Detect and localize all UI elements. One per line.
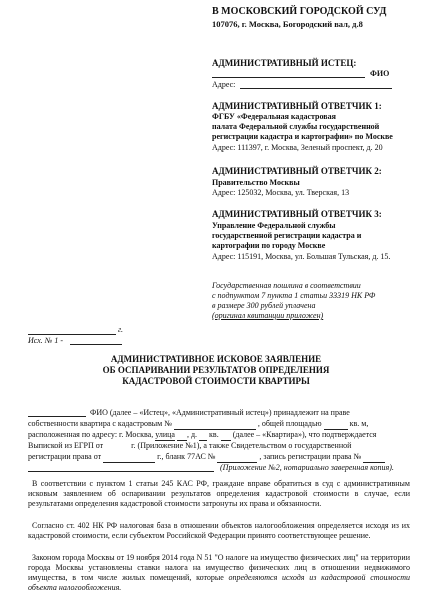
defendant3-name (212, 221, 361, 251)
outgoing-number: Исх. № 1 - (28, 336, 63, 345)
plaintiff-address-label: Адрес: (212, 80, 236, 89)
p4-italic: определяются исходя из кадастровой стоимости объекта налогообложения. (28, 573, 410, 592)
plaintiff-heading: АДМИНИСТРАТИВНЫЙ ИСТЕЦ: (212, 58, 357, 68)
fee-note-attachment: (оригинал квитанции приложен) (212, 311, 324, 320)
plaintiff-fio-line (212, 77, 365, 78)
p1-l2-area: , общей площадью (257, 419, 322, 428)
paragraph-2: В соответствии с пунктом 1 статьи 245 КАС РФ, граждане вправе обратиться в суд с административным исковым заявлением об оспаривании результатов определения кадастровой стоимости в случае, если результатами определения кадастровой стоимости затронуты их права и обязанности. (28, 479, 410, 508)
p1-l5-form: г., бланк 77АС № (157, 452, 216, 461)
defendant1-heading: АДМИНИСТРАТИВНЫЙ ОТВЕТЧИК 1: (212, 101, 382, 111)
p4-text: Законом города Москвы от 19 ноября 2014 года N 51 "О налоге на имущество физических лиц" на территории города Москвы установлены ставки налога на имущество физических лиц в отношении недвижимого имущества, в том числе жилых помещений, которые (28, 553, 410, 582)
defendant3-name-line: картографии по городу Москве (212, 241, 326, 250)
defendant1-name (212, 112, 393, 142)
fee-note-line: с подпунктом 7 пункта 1 статьи 33319 НК РФ (212, 291, 376, 300)
defendant2-address: Адрес: 125032, Москва, ул. Тверская, 13 (212, 188, 350, 197)
plaintiff-address-line (240, 88, 392, 89)
p1-line4: Выпиской из ЕГРП от г. (Приложение №1), а также Свидетельством о государственной (28, 441, 352, 450)
p1-l3-flat: кв. (209, 430, 219, 439)
court-title: В МОСКОВСКИЙ ГОРОДСКОЙ СУД (212, 6, 387, 17)
outgoing-date-suffix: г. (118, 325, 124, 334)
defendant1-name-line: палата Федеральной службы государственной (212, 122, 380, 131)
defendant1-name-line: регистрации кадастра и картографии» по Москве (212, 132, 393, 141)
fee-note-line: Государственная пошлина в соответствии (212, 281, 361, 290)
title-line: ОБ ОСПАРИВАНИИ РЕЗУЛЬТАТОВ ОПРЕДЕЛЕНИЯ (102, 365, 330, 375)
defendant3-name-line: Управление Федеральной службы (212, 221, 336, 230)
defendant3-address: Адрес: 115191, Москва, ул. Большая Тульская, д. 15. (212, 252, 391, 261)
p1-line6: (Приложение №2, нотариально заверенная копия). (220, 463, 394, 472)
document-title (0, 354, 432, 387)
p1-line5 (28, 452, 408, 463)
fee-note-line: в размере 300 рублей уплачена (212, 301, 316, 310)
p1-line2 (28, 419, 408, 430)
court-address: 107076, г. Москва, Богородский вал, д.8 (212, 19, 363, 29)
p1-l5-text: регистрации права от (28, 452, 102, 461)
title-line: АДМИНИСТРАТИВНОЕ ИСКОВОЕ ЗАЯВЛЕНИЕ (110, 354, 322, 364)
street-label: улица (155, 430, 175, 439)
p1-l3-text: расположенная по адресу: г. Москва, (28, 430, 154, 439)
p1-line3 (28, 430, 408, 441)
defendant3-name-line: государственной регистрации кадастра и (212, 231, 362, 240)
p1-l2-text: собственности квартира с кадастровым № (28, 419, 172, 428)
paragraph-3: Согласно ст. 402 НК РФ налоговая база в отношении объектов налогообложения определяется исходя из их кадастровой стоимости, если субъектом Российской Федерации принято соответствующее решение. (28, 521, 410, 540)
defendant2-heading: АДМИНИСТРАТИВНЫЙ ОТВЕТЧИК 2: (212, 166, 382, 176)
record-number-blank (363, 452, 385, 463)
fee-note (212, 281, 375, 321)
p1-l3-tail: (далее – «Квартира»), что подтверждается (232, 430, 377, 439)
defendant1-address: Адрес: 111397, г. Москва, Зеленый проспект, д. 20 (212, 143, 383, 152)
area-blank (324, 419, 348, 430)
outgoing-date-line (28, 334, 116, 335)
p1-line1: ФИО (далее – «Истец», «Административный истец») принадлежит на праве (90, 408, 350, 417)
defendant3-heading: АДМИНИСТРАТИВНЫЙ ОТВЕТЧИК 3: (212, 209, 382, 219)
p1-l3-house: , д. (186, 430, 198, 439)
defendant1-name-line: ФГБУ «Федеральная кадастровая (212, 112, 336, 121)
p1-line6-blank (28, 471, 214, 472)
cadastral-number-blank (174, 419, 256, 430)
outgoing-number-line (70, 344, 122, 345)
fio-blank-line (28, 416, 86, 417)
registration-date-blank (103, 452, 155, 463)
defendant2-name: Правительство Москвы (212, 178, 300, 187)
title-line: КАДАСТРОВОЙ СТОИМОСТИ КВАРТИРЫ (122, 376, 310, 386)
p1-l2-unit: кв. м, (349, 419, 369, 428)
form-number-blank (217, 452, 257, 463)
p1-l5-record: , запись регистрации права № (259, 452, 362, 461)
plaintiff-fio-label: ФИО (370, 69, 390, 78)
paragraph-4 (28, 553, 410, 593)
